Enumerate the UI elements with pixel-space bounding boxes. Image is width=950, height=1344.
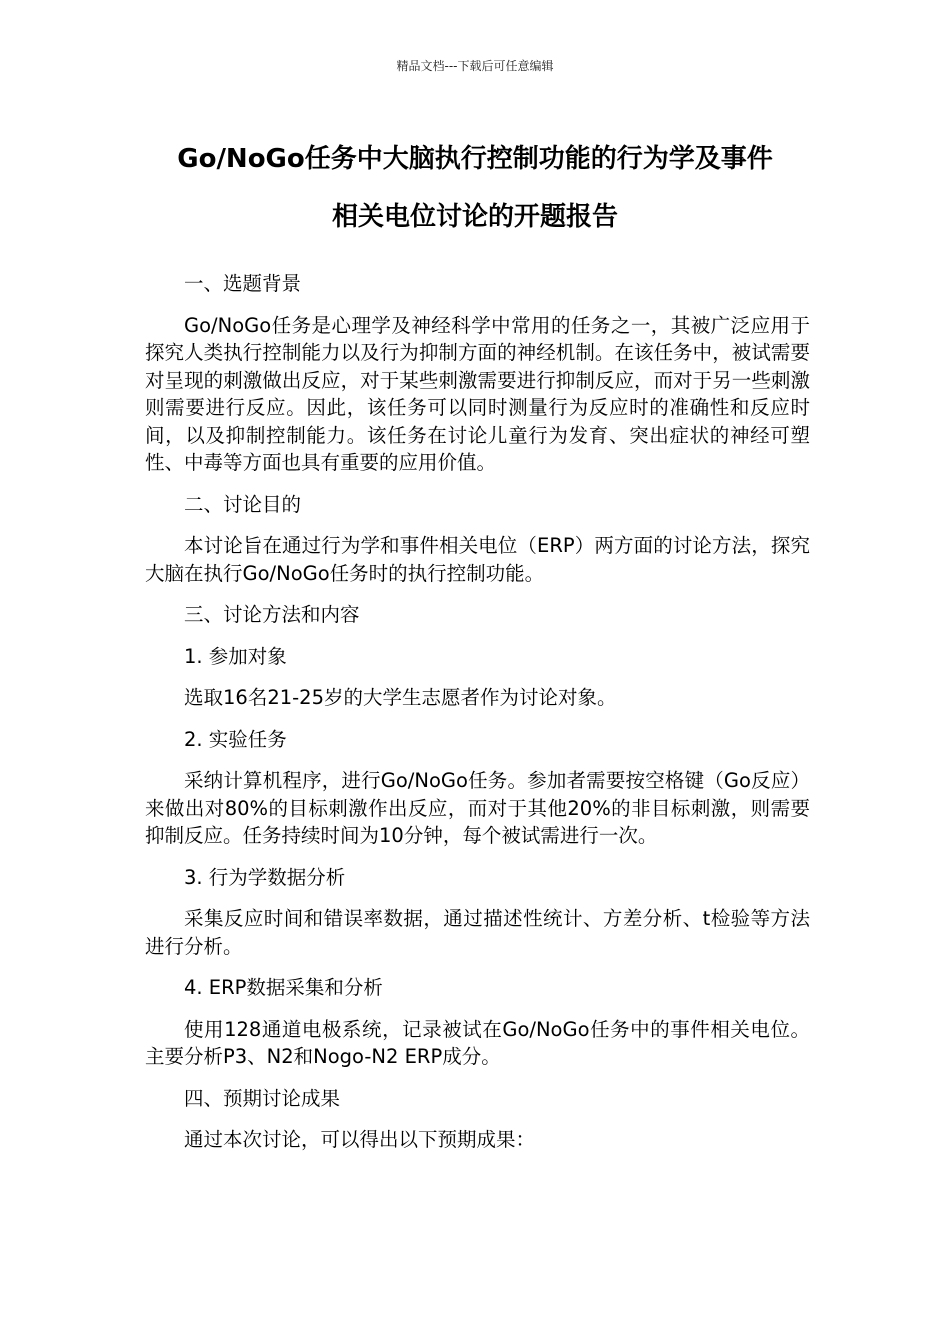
paragraph-participants: 选取16名21-25岁的大学生志愿者作为讨论对象。 [184, 686, 617, 709]
section-heading-expected-results: 四、预期讨论成果 [184, 1086, 341, 1110]
paragraph-background: Go/NoGo任务是心理学及神经科学中常用的任务之一，其被广泛应用于探究人类执行控制能力以及行为抑制方面的神经机制。在该任务中，被试需要对呈现的刺激做出反应，对于某些刺激需要进行抑制反应，而对于另一些刺激则需要进行反应。因此，该任务可以同时测量行为反应时的准确性和反应时间，以及抑制控制能力。该任务在讨论儿童行为发育、突出症状的神经可塑性、中毒等方面也具有重要的应用价值。 [145, 313, 810, 474]
document-title-line2: 相关电位讨论的开题报告 [331, 202, 618, 232]
paragraph-behavior-analysis: 采集反应时间和错误率数据，通过描述性统计、方差分析、t检验等方法进行分析。 [145, 907, 810, 958]
paragraph-purpose: 本讨论旨在通过行为学和事件相关电位（ERP）两方面的讨论方法，探究大脑在执行Go/NoGo任务时的执行控制功能。 [145, 534, 810, 585]
paragraph-task: 采纳计算机程序，进行Go/NoGo任务。参加者需要按空格键（Go反应）来做出对80%的目标刺激作出反应，而对于其他20%的非目标刺激，则需要抑制反应。任务持续时间为10分钟，每个被试需进行一次。 [145, 769, 810, 847]
document-body [145, 270, 810, 1168]
paragraph-expected-results: 通过本次讨论，可以得出以下预期成果： [184, 1128, 536, 1151]
subheading-behavior-analysis: 3. 行为学数据分析 [184, 865, 346, 889]
section-heading-purpose: 二、讨论目的 [184, 492, 302, 516]
section-heading-methods: 三、讨论方法和内容 [184, 603, 360, 626]
section-heading-background: 一、选题背景 [184, 272, 302, 295]
paragraph-erp-analysis: 使用128通道电极系统，记录被试在Go/NoGo任务中的事件相关电位。主要分析P3、N2和Nogo-N2 ERP成分。 [145, 1017, 810, 1068]
subheading-task: 2. 实验任务 [184, 727, 287, 751]
page-header: 精品文档---下载后可任意编辑 [396, 59, 554, 73]
subheading-participants: 1. 参加对象 [184, 644, 287, 668]
subheading-erp-analysis: 4. ERP数据采集和分析 [184, 976, 383, 999]
document-title-line1: Go/NoGo任务中大脑执行控制功能的行为学及事件 [177, 144, 773, 174]
